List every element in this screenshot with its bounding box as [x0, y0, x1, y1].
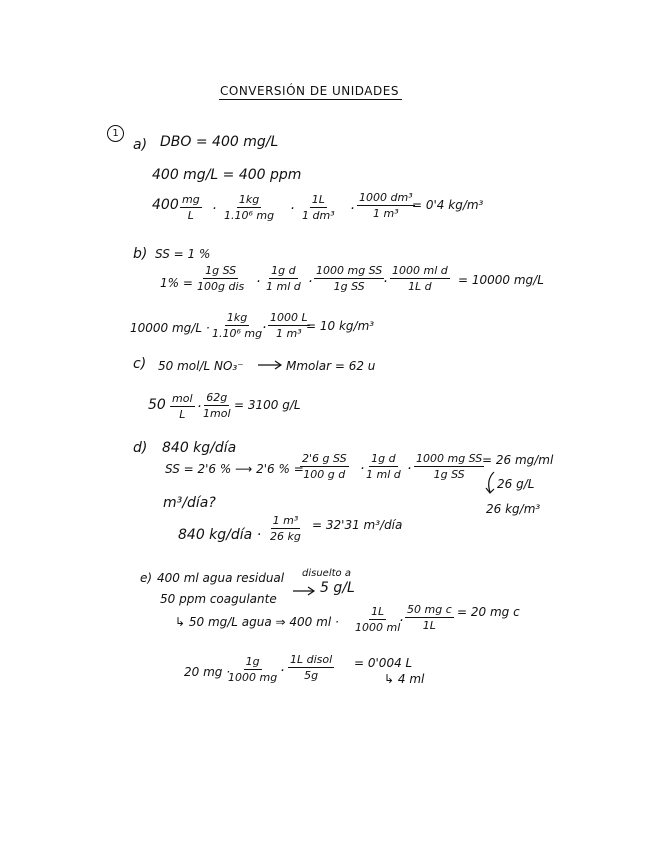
d-side-1: 26 g/L [497, 477, 535, 491]
c-fraction-1-den: 1mol [203, 407, 231, 420]
c-statement: 50 mol/L NO₃⁻ [158, 359, 244, 373]
a-dot-2: · [290, 201, 295, 217]
e-fraction-3-den: 1000 mg [228, 671, 278, 684]
e-arrow [293, 586, 317, 596]
b-fraction-6 [268, 311, 310, 340]
d-side-2: 26 kg/m³ [486, 502, 541, 516]
d-fraction-3-den: 1g SS [433, 468, 465, 481]
a-ppm-line: 400 mg/L = 400 ppm [152, 167, 302, 183]
b-fraction-3-num: 1000 mg SS [316, 264, 383, 277]
c-fraction-0-num: mol [172, 392, 193, 405]
b-fraction-1-num: 1g SS [205, 264, 237, 277]
c-fraction-1 [203, 391, 231, 420]
a-fraction-1-den: 1.10⁶ mg [224, 209, 275, 222]
b-fraction-1-den: 100g dis [197, 280, 245, 293]
problem-number: 1 [107, 125, 124, 142]
a-fraction-2 [302, 193, 335, 222]
d-fraction-2-den: 1 ml d [366, 468, 401, 481]
d-statement: 840 kg/día [162, 440, 237, 456]
d-fraction-4-num: 1 m³ [272, 514, 299, 527]
e-fraction-2 [405, 603, 454, 632]
b-lead-2: 10000 mg/L · [130, 321, 210, 335]
e-fraction-4 [288, 653, 334, 682]
d-fraction-2-num: 1g d [371, 452, 396, 465]
e-dot-2: · [280, 663, 285, 679]
b-dot-2: · [308, 274, 313, 290]
b-fraction-4 [390, 264, 450, 293]
e-fraction-4-den: 5g [304, 669, 319, 682]
a-fraction-2-den: 1 dm³ [302, 209, 335, 222]
a-fraction-0-num: mg [182, 193, 200, 206]
e-line-3: ↳ 50 mg/L agua ⇒ 400 ml · [175, 615, 339, 629]
b-lead: 1% = [160, 276, 193, 290]
e-fraction-1-den: 1000 ml [355, 621, 401, 634]
c-label: c) [133, 356, 147, 372]
d-fraction-4 [270, 514, 301, 543]
d-dot-1: · [360, 461, 365, 477]
title-underline [219, 99, 402, 100]
b-dot-4: · [262, 320, 267, 336]
e-line-2: 50 ppm coagulante [160, 592, 277, 606]
a-dot-1: · [212, 201, 217, 217]
b-fraction-2-den: 1 ml d [266, 280, 301, 293]
b-fraction-5 [212, 311, 262, 340]
c-result: = 3100 g/L [234, 398, 301, 412]
e-fraction-3-num: 1g [245, 655, 260, 668]
b-fraction-4-num: 1000 ml d [392, 264, 448, 277]
d-fraction-4-den: 26 kg [270, 530, 301, 543]
a-statement: DBO = 400 mg/L [160, 134, 279, 150]
d-result-2: = 32'31 m³/día [312, 518, 403, 532]
b-fraction-5-den: 1.10⁶ mg [212, 327, 263, 340]
e-fraction-1 [355, 605, 400, 634]
page-title: CONVERSIÓN DE UNIDADES [220, 84, 399, 98]
a-lead: 400 [152, 197, 179, 213]
c-fraction-0-den: L [179, 408, 186, 421]
a-label: a) [133, 137, 148, 153]
b-fraction-2 [266, 264, 301, 293]
d-fraction-3-num: 1000 mg SS [416, 452, 483, 465]
d-result: = 26 mg/ml [482, 453, 554, 467]
e-fraction-2-num: 50 mg c [407, 603, 452, 616]
c-fraction-0 [170, 392, 195, 421]
a-result: = 0'4 kg/m³ [412, 198, 484, 212]
d-ss-line: SS = 2'6 % ⟶ 2'6 % = [165, 462, 304, 476]
e-fraction-1-num: 1L [371, 605, 385, 618]
b-statement: SS = 1 % [155, 247, 211, 261]
a-fraction-2-num: 1L [311, 193, 325, 206]
b-fraction-2-num: 1g d [271, 264, 296, 277]
c-arrow [258, 360, 284, 370]
d-label: d) [133, 440, 148, 456]
a-fraction-3-den: 1 m³ [372, 207, 399, 220]
b-fraction-1 [197, 264, 244, 293]
e-above-arrow: disuelto a [302, 568, 351, 579]
a-fraction-0-den: L [187, 209, 194, 222]
d-question: m³/día? [163, 495, 216, 511]
b-dot-3: · [383, 274, 388, 290]
d-fraction-3 [414, 452, 484, 481]
e-fraction-3 [228, 655, 277, 684]
d-fraction-1-num: 2'6 g SS [302, 452, 347, 465]
b-label: b) [133, 246, 148, 262]
e-lead-4: 20 mg · [184, 665, 231, 679]
b-fraction-3-den: 1g SS [333, 280, 365, 293]
d-fraction-1 [300, 452, 349, 481]
d-side-arrow [484, 470, 498, 496]
e-fraction-4-num: 1L disol [290, 653, 333, 666]
e-result-5: ↳ 4 ml [384, 672, 425, 686]
b-fraction-3 [314, 264, 384, 293]
a-fraction-0 [180, 193, 202, 222]
a-fraction-3 [357, 191, 415, 220]
b-fraction-6-num: 1000 L [270, 311, 308, 324]
a-fraction-3-num: 1000 dm³ [359, 191, 413, 204]
e-dot-1: · [399, 613, 404, 629]
a-fraction-1-num: 1kg [238, 193, 260, 206]
b-fraction-4-den: 1L d [408, 280, 432, 293]
a-dot-3: · [350, 201, 355, 217]
d-dot-2: · [407, 461, 412, 477]
e-label: e) [140, 571, 153, 585]
e-result: = 20 mg c [457, 605, 520, 619]
c-dot-1: · [197, 399, 202, 415]
d-fraction-2 [366, 452, 401, 481]
b-dot-1: · [256, 274, 261, 290]
d-fraction-1-den: 100 g d [303, 468, 346, 481]
c-fraction-1-num: 62g [206, 391, 228, 404]
c-lead: 50 [148, 397, 166, 413]
a-fraction-1 [224, 193, 274, 222]
e-result-4: = 0'004 L [354, 656, 413, 670]
b-fraction-6-den: 1 m³ [276, 327, 302, 340]
e-line-1: 400 ml agua residual [157, 571, 285, 585]
e-fraction-2-den: 1L [422, 619, 436, 632]
c-molar-mass: Mmolar = 62 u [286, 359, 376, 373]
b-result: = 10000 mg/L [458, 273, 544, 287]
e-concentration: 5 g/L [320, 580, 355, 596]
d-lead-2: 840 kg/día · [178, 527, 262, 543]
b-fraction-5-num: 1kg [226, 311, 248, 324]
b-result-2: = 10 kg/m³ [306, 319, 375, 333]
